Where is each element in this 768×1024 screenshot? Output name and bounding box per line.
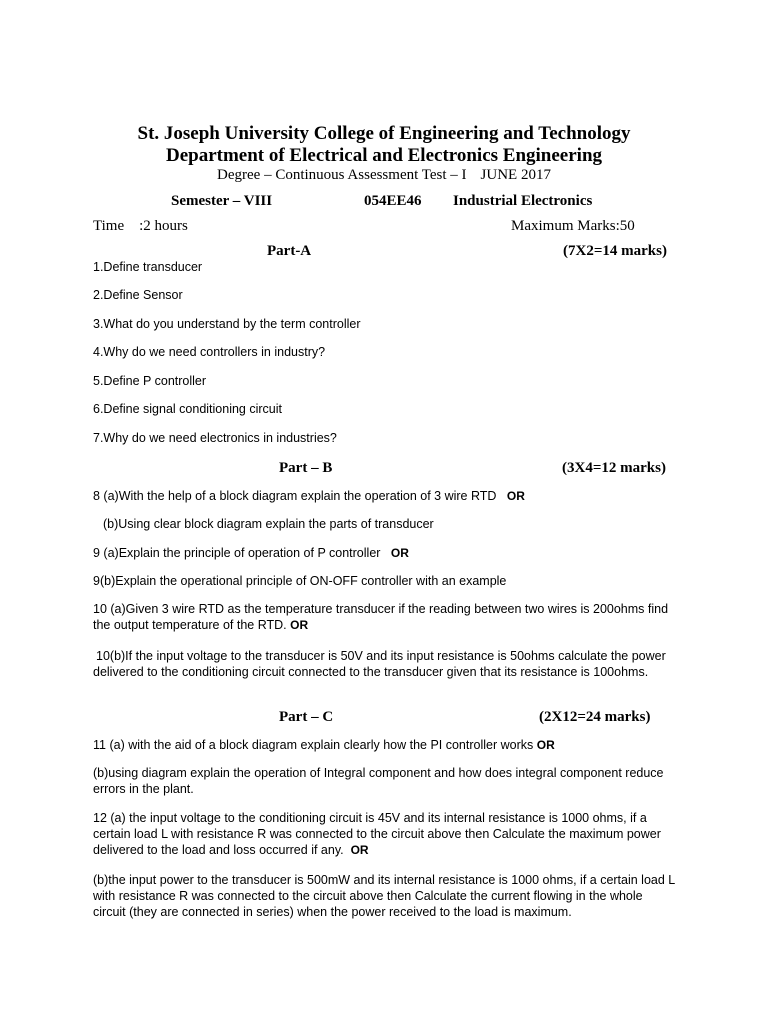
question-item	[93, 601, 678, 633]
or-label: OR	[350, 843, 369, 857]
test-subtitle	[0, 166, 768, 184]
question-item: 4.Why do we need controllers in industry?	[93, 345, 326, 359]
course-code: 054EE46	[364, 193, 422, 209]
question-item: 9(b)Explain the operational principle of ON-OFF controller with an example	[93, 574, 507, 588]
question-item	[93, 488, 678, 504]
or-label: OR	[506, 489, 525, 503]
part-a-title: Part-A	[267, 243, 312, 259]
question-text: 8 (a)With the help of a block diagram explain the operation of 3 wire RTD	[93, 489, 497, 503]
question-item: 5.Define P controller	[93, 374, 207, 388]
or-label: OR	[390, 546, 409, 560]
question-item	[93, 545, 678, 561]
question-text: 10 (a)Given 3 wire RTD as the temperature transducer if the reading between two wires is 200ohms find the output temperature of the RTD.	[93, 602, 669, 632]
question-text: 11 (a) with the aid of a block diagram explain clearly how the PI controller works	[93, 738, 534, 752]
part-b-title: Part – B	[279, 460, 333, 476]
semester-label: Semester – VIII	[171, 193, 273, 209]
test-date: JUNE 2017	[480, 167, 551, 183]
department-title: Department of Electrical and Electronics Engineering	[165, 145, 603, 166]
question-item: (b)the input power to the transducer is 500mW and its internal resistance is 1000 ohms, if a certain load L with resistance R was connected to the circuit above then Calculate the current flowing in the whole circuit (they are connected in series) when the power received to the load is maximum.	[93, 873, 675, 919]
part-c-title: Part – C	[279, 709, 334, 725]
question-item: 6.Define signal conditioning circuit	[93, 402, 282, 416]
question-text: 9 (a)Explain the principle of operation of P controller	[93, 546, 381, 560]
question-item: (b)using diagram explain the operation of Integral component and how does integral component reduce errors in the plant.	[93, 766, 664, 796]
part-c-marks: (2X12=24 marks)	[539, 709, 651, 725]
question-item: 3.What do you understand by the term controller	[93, 317, 361, 331]
time-label: Time :2 hours	[93, 218, 188, 234]
max-marks-label: Maximum Marks:50	[511, 218, 635, 234]
university-title: St. Joseph University College of Engineering and Technology	[137, 123, 631, 144]
question-item: 10(b)If the input voltage to the transducer is 50V and its input resistance is 50ohms calculate the power delivered to the conditioning circuit connected to the transducer given that its resistance is 100ohms.	[93, 649, 666, 679]
question-text: 12 (a) the input voltage to the conditioning circuit is 45V and its internal resistance is 1000 ohms, if a certain load L with resistance R was connected to the circuit above then Calculate the maximum power delivered to the load and loss occurred if any.	[93, 811, 661, 857]
test-line: Degree – Continuous Assessment Test – I	[217, 167, 467, 183]
question-item: 1.Define transducer	[93, 260, 203, 274]
or-label: OR	[290, 618, 309, 632]
part-a-marks: (7X2=14 marks)	[563, 243, 667, 259]
question-item	[93, 810, 678, 858]
question-item: 7.Why do we need electronics in industries?	[93, 431, 337, 445]
part-b-marks: (3X4=12 marks)	[562, 460, 666, 476]
course-name: Industrial Electronics	[453, 193, 593, 209]
question-item: (b)Using clear block diagram explain the parts of transducer	[103, 517, 434, 531]
or-label: OR	[536, 738, 555, 752]
question-item	[93, 737, 678, 753]
question-item: 2.Define Sensor	[93, 288, 183, 302]
